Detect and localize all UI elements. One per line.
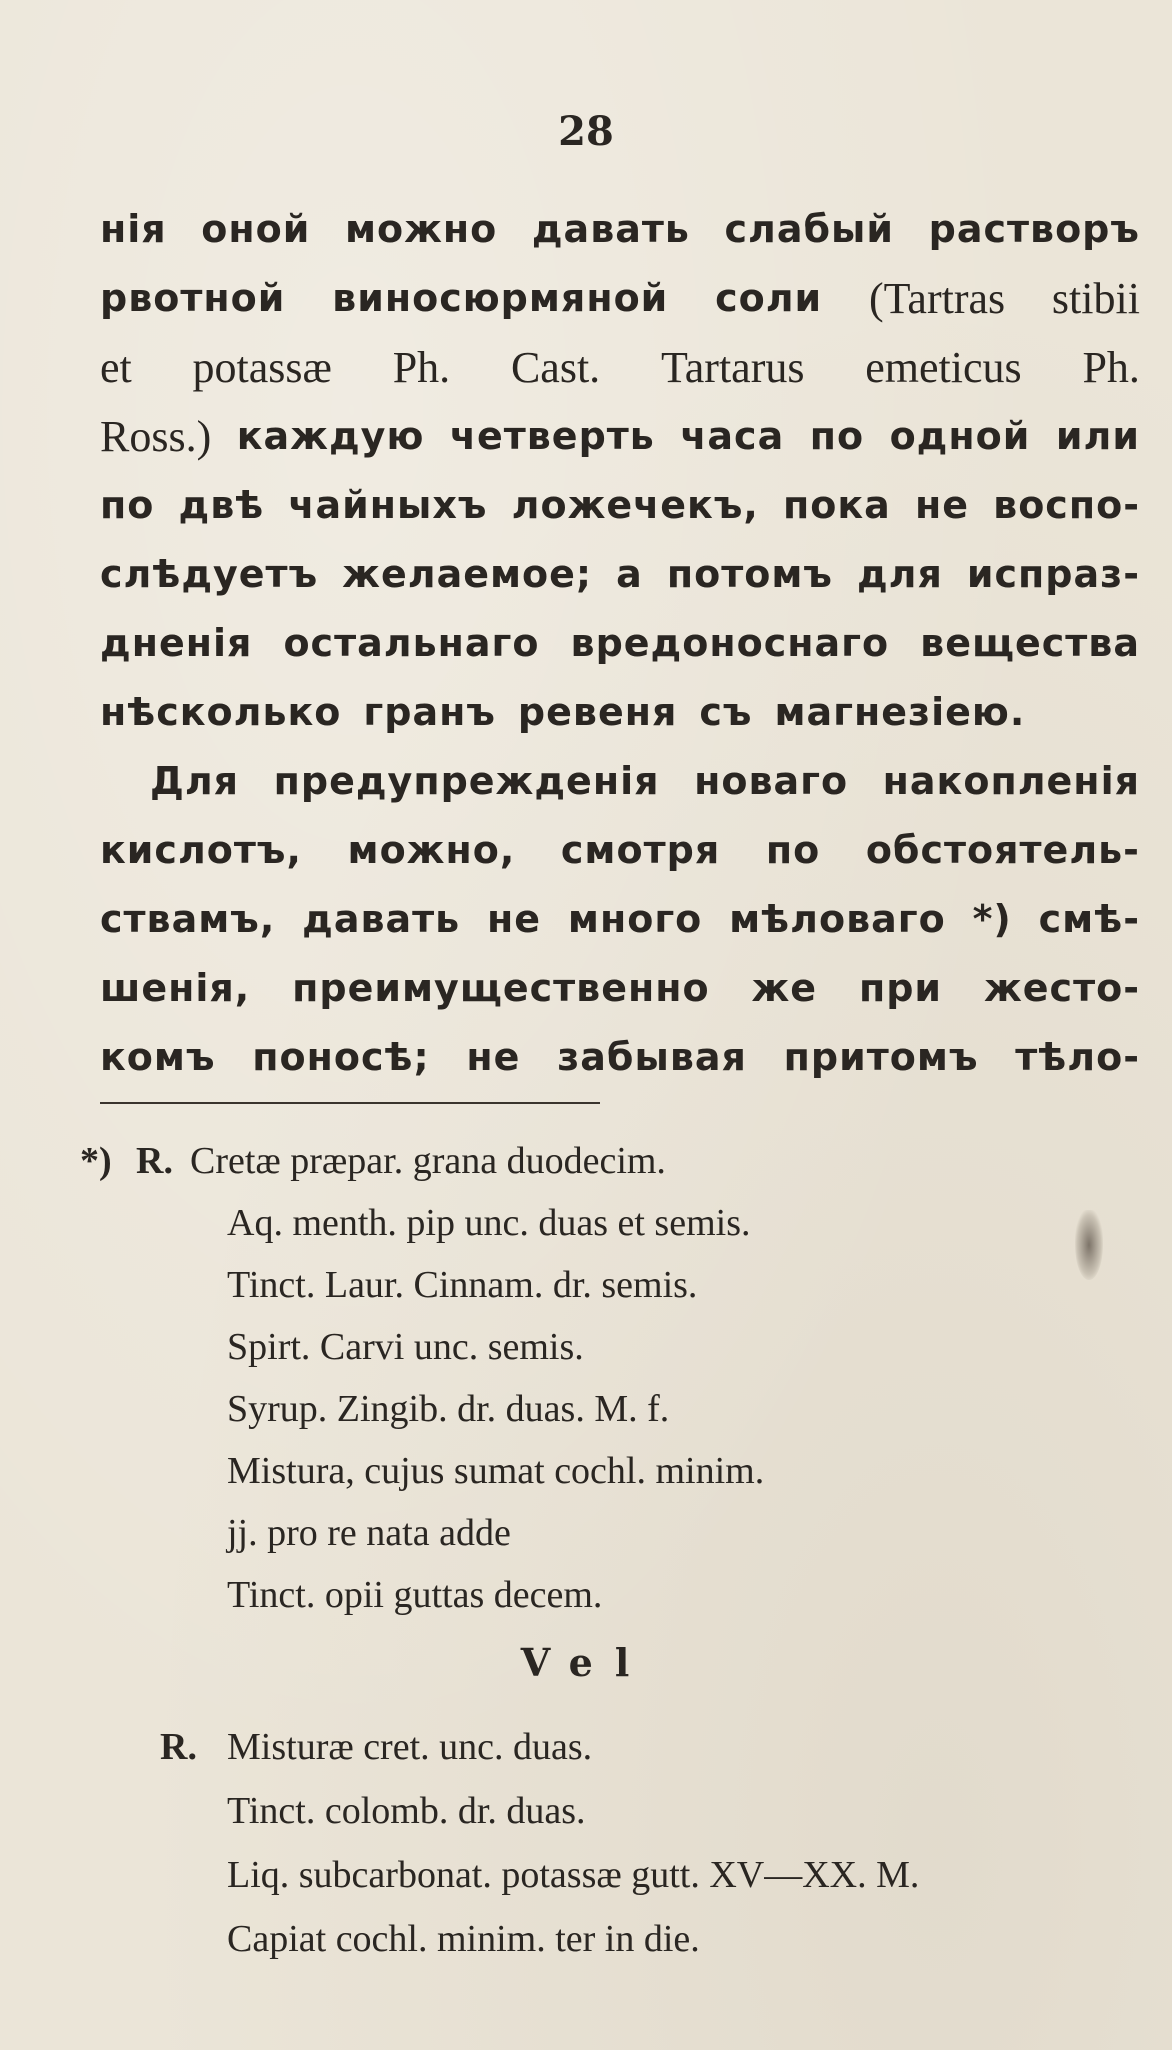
page-number: 28 [558,108,614,155]
word: *) [972,897,1012,941]
word: жесто- [983,966,1140,1010]
word: слабый [724,207,895,251]
word: нѣсколько [100,690,342,734]
word: stibii [1051,274,1140,323]
text-line [100,471,1140,540]
word: Ph. [1082,343,1140,392]
text-line [100,195,1140,264]
word: тѣло- [1015,1035,1140,1079]
footnote-line: Mistura, cujus sumat cochl. minim. [227,1450,765,1492]
word: новаго [694,759,849,803]
word: испраз- [966,552,1140,596]
word: виносюрмяной [332,276,669,320]
second-recipe [160,1715,1160,1971]
word: же [751,966,818,1010]
word: Для [150,759,240,803]
word: Cast. [510,343,601,392]
word: воспо- [993,483,1140,527]
text-line [100,333,1140,402]
word: забывая [557,1035,747,1079]
word: или [1055,414,1140,458]
vel-heading: Vel [520,1640,652,1685]
word: давать [302,897,461,941]
word: Tartarus [660,343,805,392]
footnote-mark: *) [80,1140,112,1182]
recipe-line: Misturæ cret. unc. duas. [227,1726,593,1768]
word: мѣловаго [729,897,946,941]
recipe-symbol: R. [136,1140,173,1182]
word: предупрежденія [273,759,660,803]
word: остальнаго [283,621,540,665]
word: для [856,552,943,596]
recipe-line: Tinct. colomb. dr. duas. [227,1790,586,1832]
word: гранъ [363,690,496,734]
word: Ross.) [100,412,212,461]
word: много [567,897,703,941]
word: комъ [100,1035,216,1079]
word: potassæ [192,343,332,392]
word: шенія, [100,966,251,1010]
text-line [100,954,1140,1023]
word: чайныхъ [288,483,488,527]
word: кислотъ, [100,828,302,872]
word: одной [889,414,1031,458]
text-line [100,885,1140,954]
footnote-line: Spirt. Carvi unc. semis. [227,1326,584,1368]
word: et [100,343,132,392]
text-line [100,540,1140,609]
word: соли [715,276,823,320]
text-line [100,609,1140,678]
word: ревеня [517,690,678,734]
footnote-first-line [80,1130,1140,1192]
word: желаемое; [342,552,593,596]
word: (Tartras [868,274,1006,323]
word: по [809,414,865,458]
word: вещества [920,621,1140,665]
recipe-line: Capiat cochl. minim. ter in die. [227,1918,700,1960]
word: дненія [100,621,253,665]
word: пока [782,483,891,527]
word: при [858,966,943,1010]
word: оной [201,207,311,251]
footnote-line: Syrup. Zingib. dr. duas. M. f. [227,1388,670,1430]
word: рвотной [100,276,286,320]
word: двѣ [178,483,265,527]
word: а [616,552,643,596]
text-line [100,816,1140,885]
word: давать [531,207,690,251]
footnote-line: Aq. menth. pip unc. duas et semis. [227,1202,751,1244]
word: обстоятель- [865,828,1140,872]
word: накопленія [882,759,1140,803]
footnote-line: Tinct. opii guttas decem. [227,1574,603,1616]
recipe-line: Liq. subcarbonat. potassæ gutt. XV—XX. M. [227,1854,920,1896]
word: не [487,897,542,941]
word: по [100,483,155,527]
word: часа [680,414,785,458]
word: магнезіею. [774,690,1026,734]
text-line [100,678,1140,747]
footnote-line: Cretæ præpar. grana duodecim. [190,1140,666,1182]
footnote-line: jj. pro re nata adde [227,1512,511,1554]
footnote-recipe [80,1130,1140,1626]
text-line [100,264,1140,333]
recipe-symbol: R. [160,1726,197,1768]
word: не [914,483,969,527]
word: можно [344,207,498,251]
word: emeticus [865,343,1022,392]
word: ложечекъ, [511,483,759,527]
text-line [100,747,1140,816]
word: притомъ [783,1035,979,1079]
word: растворъ [928,207,1140,251]
word: поносѣ; [252,1035,430,1079]
word: ствамъ, [100,897,276,941]
word: вредоноснаго [570,621,890,665]
main-text-block [100,195,1140,1092]
word: смѣ- [1038,897,1140,941]
recipe-first-line [160,1715,1160,1779]
word: преимущественно [292,966,710,1010]
ink-blot [1075,1210,1103,1280]
footnote-divider [100,1102,600,1104]
text-line [100,402,1140,471]
word: слѣдуетъ [100,552,319,596]
word: съ [699,690,753,734]
word: смотря [560,828,721,872]
footnote-line: Tinct. Laur. Cinnam. dr. semis. [227,1264,698,1306]
word: можно, [347,828,516,872]
word: каждую [236,414,425,458]
word: по [765,828,821,872]
word: не [466,1035,521,1079]
word: четверть [449,414,655,458]
word: Ph. [392,343,451,392]
word: нія [100,207,167,251]
word: потомъ [666,552,833,596]
text-line [100,1023,1140,1092]
